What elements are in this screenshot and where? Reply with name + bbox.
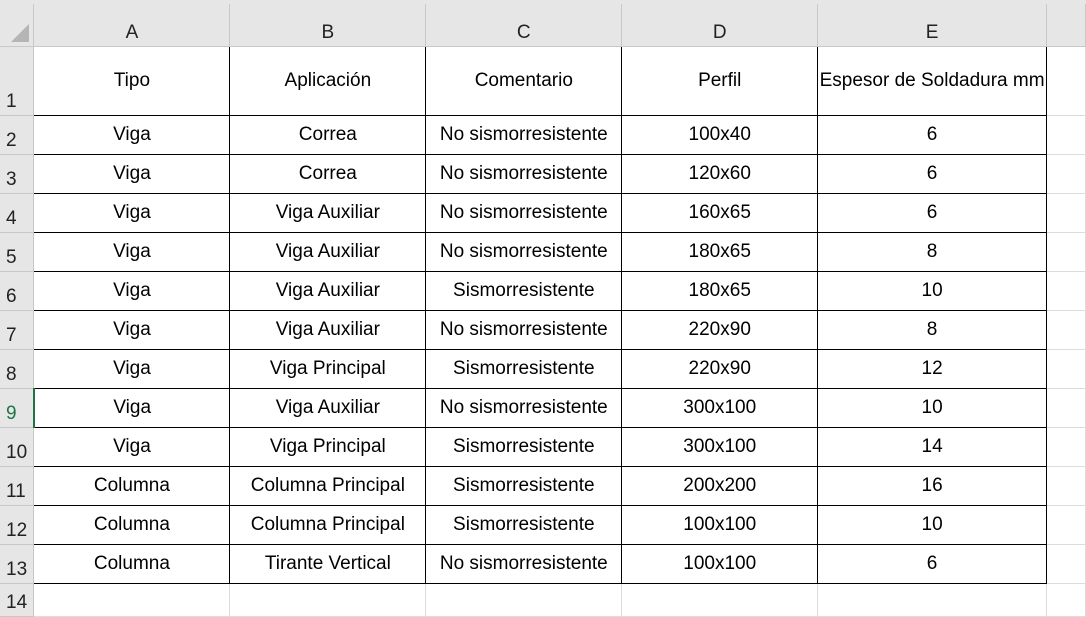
table-row (0, 389, 1086, 428)
cell-c12[interactable]: Sismorresistente (426, 506, 622, 545)
column-header-f[interactable] (1047, 4, 1086, 47)
cell-b7[interactable]: Viga Auxiliar (230, 311, 426, 350)
cell-d4[interactable]: 160x65 (622, 194, 818, 233)
cell-b12[interactable]: Columna Principal (230, 506, 426, 545)
row-header-14[interactable]: 14 (0, 584, 34, 617)
cell-b4[interactable]: Viga Auxiliar (230, 194, 426, 233)
cell-c7[interactable]: No sismorresistente (426, 311, 622, 350)
cell-c10[interactable]: Sismorresistente (426, 428, 622, 467)
cell-c8[interactable]: Sismorresistente (426, 350, 622, 389)
table-row (0, 506, 1086, 545)
table-row (0, 116, 1086, 155)
row-header-8[interactable]: 8 (0, 350, 34, 389)
cell-a6[interactable]: Viga (34, 272, 230, 311)
table-row (0, 194, 1086, 233)
cell-e2[interactable]: 6 (818, 116, 1047, 155)
cell-f4[interactable] (1047, 194, 1086, 233)
cell-e11[interactable]: 16 (818, 467, 1047, 506)
select-all-icon (11, 24, 29, 42)
cell-a1[interactable]: Tipo (34, 47, 230, 116)
cell-e12[interactable]: 10 (818, 506, 1047, 545)
table-row (0, 233, 1086, 272)
cell-f14[interactable] (1047, 584, 1086, 617)
table-row (0, 584, 1086, 617)
table-row (0, 428, 1086, 467)
cell-a12[interactable]: Columna (34, 506, 230, 545)
cell-e6[interactable]: 10 (818, 272, 1047, 311)
cell-c9[interactable]: No sismorresistente (426, 389, 622, 428)
row-header-11[interactable]: 11 (0, 467, 34, 506)
cell-d6[interactable]: 180x65 (622, 272, 818, 311)
cell-b8[interactable]: Viga Principal (230, 350, 426, 389)
cell-c3[interactable]: No sismorresistente (426, 155, 622, 194)
table-row (0, 467, 1086, 506)
cell-c6[interactable]: Sismorresistente (426, 272, 622, 311)
cell-f13[interactable] (1047, 545, 1086, 584)
cell-e8[interactable]: 12 (818, 350, 1047, 389)
cell-c4[interactable]: No sismorresistente (426, 194, 622, 233)
cell-f9[interactable] (1047, 389, 1086, 428)
table-row (0, 311, 1086, 350)
row-header-13[interactable]: 13 (0, 545, 34, 584)
cell-a10[interactable]: Viga (34, 428, 230, 467)
spreadsheet-grid (0, 4, 1086, 617)
cell-f3[interactable] (1047, 155, 1086, 194)
cell-a11[interactable]: Columna (34, 467, 230, 506)
row-header-6[interactable]: 6 (0, 272, 34, 311)
cell-b9[interactable]: Viga Auxiliar (230, 389, 426, 428)
cell-b10[interactable]: Viga Principal (230, 428, 426, 467)
row-header-12[interactable]: 12 (0, 506, 34, 545)
cell-a4[interactable]: Viga (34, 194, 230, 233)
cell-d11[interactable]: 200x200 (622, 467, 818, 506)
cell-d3[interactable]: 120x60 (622, 155, 818, 194)
cell-b2[interactable]: Correa (230, 116, 426, 155)
cell-d8[interactable]: 220x90 (622, 350, 818, 389)
table-row (0, 545, 1086, 584)
cell-e5[interactable]: 8 (818, 233, 1047, 272)
row-header-4[interactable]: 4 (0, 194, 34, 233)
cell-d13[interactable]: 100x100 (622, 545, 818, 584)
cell-d12[interactable]: 100x100 (622, 506, 818, 545)
cell-c1[interactable]: Comentario (426, 47, 622, 116)
cell-c2[interactable]: No sismorresistente (426, 116, 622, 155)
row-header-9[interactable]: 9 (0, 389, 34, 428)
cell-c5[interactable]: No sismorresistente (426, 233, 622, 272)
cell-e4[interactable]: 6 (818, 194, 1047, 233)
cell-a2[interactable]: Viga (34, 116, 230, 155)
cell-b6[interactable]: Viga Auxiliar (230, 272, 426, 311)
cell-c14[interactable] (426, 584, 622, 617)
select-all-corner[interactable] (0, 4, 34, 47)
cell-f11[interactable] (1047, 467, 1086, 506)
cell-d1[interactable]: Perfil (622, 47, 818, 116)
cell-e7[interactable]: 8 (818, 311, 1047, 350)
table-row (0, 272, 1086, 311)
cell-d7[interactable]: 220x90 (622, 311, 818, 350)
cell-d5[interactable]: 180x65 (622, 233, 818, 272)
cell-b13[interactable]: Tirante Vertical (230, 545, 426, 584)
row-header-7[interactable]: 7 (0, 311, 34, 350)
cell-e1[interactable]: Espesor de Soldadura mm (818, 47, 1047, 116)
cell-d14[interactable] (622, 584, 818, 617)
column-header-d[interactable]: D (622, 4, 818, 47)
row-header-1[interactable]: 1 (0, 47, 34, 116)
cell-f12[interactable] (1047, 506, 1086, 545)
cell-b1[interactable]: Aplicación (230, 47, 426, 116)
cell-d2[interactable]: 100x40 (622, 116, 818, 155)
cell-b5[interactable]: Viga Auxiliar (230, 233, 426, 272)
cell-a8[interactable]: Viga (34, 350, 230, 389)
cell-a13[interactable]: Columna (34, 545, 230, 584)
column-header-a[interactable]: A (34, 4, 230, 47)
column-header-c[interactable]: C (426, 4, 622, 47)
row-header-2[interactable]: 2 (0, 116, 34, 155)
table-row (0, 350, 1086, 389)
cell-f5[interactable] (1047, 233, 1086, 272)
cell-b14[interactable] (230, 584, 426, 617)
cell-a7[interactable]: Viga (34, 311, 230, 350)
cell-d9[interactable]: 300x100 (622, 389, 818, 428)
cell-f1[interactable] (1047, 47, 1086, 116)
cell-c11[interactable]: Sismorresistente (426, 467, 622, 506)
cell-c13[interactable]: No sismorresistente (426, 545, 622, 584)
cell-b11[interactable]: Columna Principal (230, 467, 426, 506)
cell-f8[interactable] (1047, 350, 1086, 389)
cell-a9[interactable]: Viga (34, 389, 230, 428)
cell-e14[interactable] (818, 584, 1047, 617)
column-header-e[interactable]: E (818, 4, 1047, 47)
row-header-3[interactable]: 3 (0, 155, 34, 194)
cell-f10[interactable] (1047, 428, 1086, 467)
cell-e3[interactable]: 6 (818, 155, 1047, 194)
cell-e10[interactable]: 14 (818, 428, 1047, 467)
cell-d10[interactable]: 300x100 (622, 428, 818, 467)
cell-a3[interactable]: Viga (34, 155, 230, 194)
cell-f2[interactable] (1047, 116, 1086, 155)
row-header-10[interactable]: 10 (0, 428, 34, 467)
table-row (0, 155, 1086, 194)
cell-a14[interactable] (34, 584, 230, 617)
cell-a5[interactable]: Viga (34, 233, 230, 272)
cell-f7[interactable] (1047, 311, 1086, 350)
row-header-5[interactable]: 5 (0, 233, 34, 272)
cell-b3[interactable]: Correa (230, 155, 426, 194)
cell-e13[interactable]: 6 (818, 545, 1047, 584)
column-header-b[interactable]: B (230, 4, 426, 47)
cell-e9[interactable]: 10 (818, 389, 1047, 428)
cell-f6[interactable] (1047, 272, 1086, 311)
